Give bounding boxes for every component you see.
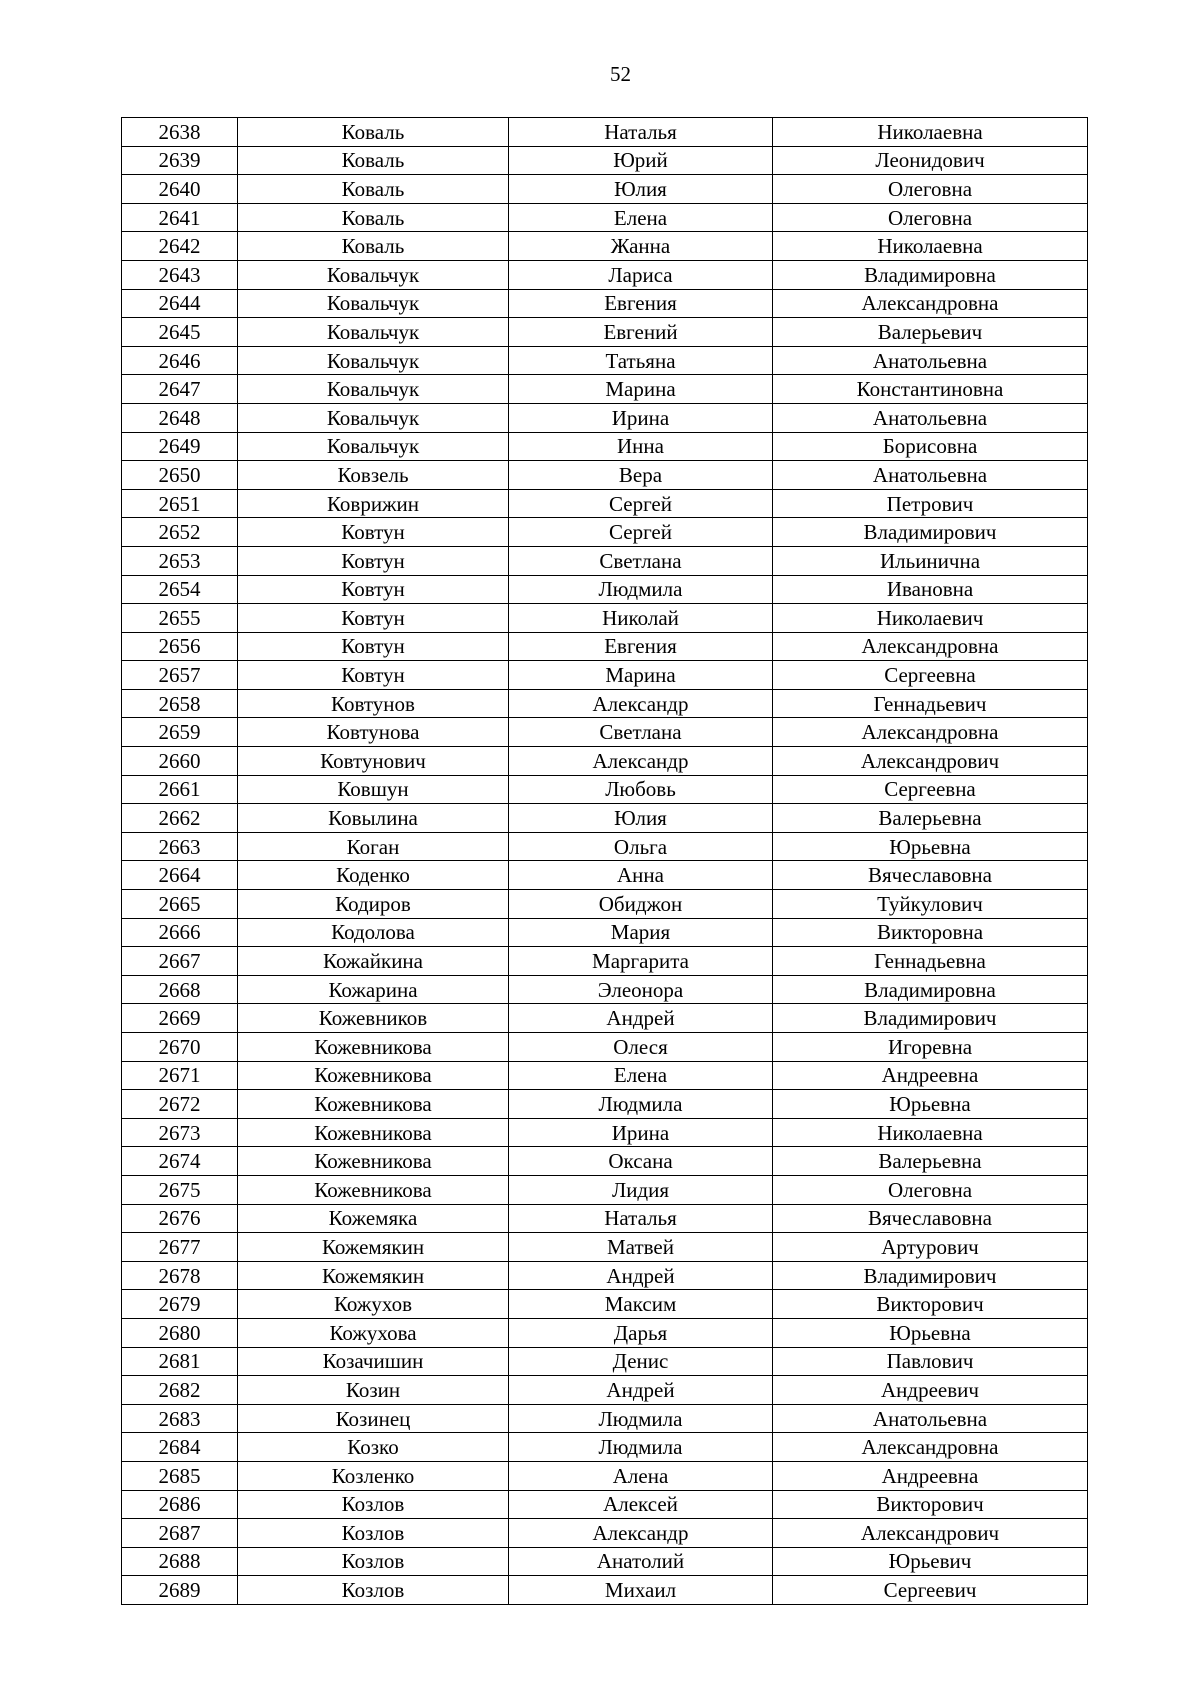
first-name-cell: Наталья [509,1204,773,1233]
patronymic-cell: Артурович [773,1233,1088,1262]
patronymic-cell: Викторович [773,1290,1088,1319]
row-number-cell: 2646 [122,346,238,375]
first-name-cell: Ирина [509,1118,773,1147]
row-number-cell: 2680 [122,1318,238,1347]
first-name-cell: Мария [509,918,773,947]
first-name-cell: Андрей [509,1004,773,1033]
first-name-cell: Вера [509,461,773,490]
last-name-cell: Кодолова [238,918,509,947]
patronymic-cell: Андреевна [773,1061,1088,1090]
last-name-cell: Ковылина [238,804,509,833]
table-row [122,1318,1088,1347]
patronymic-cell: Юрьевна [773,1090,1088,1119]
first-name-cell: Светлана [509,718,773,747]
first-name-cell: Людмила [509,1090,773,1119]
row-number-cell: 2653 [122,546,238,575]
patronymic-cell: Геннадьевич [773,689,1088,718]
first-name-cell: Елена [509,1061,773,1090]
patronymic-cell: Андреевна [773,1461,1088,1490]
table-row [122,661,1088,690]
last-name-cell: Коваль [238,118,509,147]
patronymic-cell: Николаевна [773,118,1088,147]
first-name-cell: Марина [509,661,773,690]
patronymic-cell: Леонидович [773,146,1088,175]
last-name-cell: Кожевникова [238,1090,509,1119]
last-name-cell: Коваль [238,232,509,261]
table-row [122,1404,1088,1433]
table-row [122,890,1088,919]
table-row [122,146,1088,175]
row-number-cell: 2687 [122,1519,238,1548]
last-name-cell: Кожемякин [238,1233,509,1262]
first-name-cell: Алексей [509,1490,773,1519]
first-name-cell: Олеся [509,1033,773,1062]
row-number-cell: 2684 [122,1433,238,1462]
row-number-cell: 2638 [122,118,238,147]
row-number-cell: 2674 [122,1147,238,1176]
last-name-cell: Ковальчук [238,432,509,461]
patronymic-cell: Александрович [773,1519,1088,1548]
last-name-cell: Ковтун [238,632,509,661]
last-name-cell: Кожухова [238,1318,509,1347]
last-name-cell: Ковальчук [238,318,509,347]
table-row [122,689,1088,718]
patronymic-cell: Андреевич [773,1376,1088,1405]
patronymic-cell: Олеговна [773,175,1088,204]
table-row [122,318,1088,347]
row-number-cell: 2659 [122,718,238,747]
row-number-cell: 2668 [122,975,238,1004]
last-name-cell: Коденко [238,861,509,890]
patronymic-cell: Александрович [773,747,1088,776]
table-row [122,747,1088,776]
first-name-cell: Алена [509,1461,773,1490]
last-name-cell: Кожевникова [238,1118,509,1147]
last-name-cell: Кожевникова [238,1147,509,1176]
row-number-cell: 2660 [122,747,238,776]
table-row [122,1261,1088,1290]
row-number-cell: 2681 [122,1347,238,1376]
row-number-cell: 2665 [122,890,238,919]
patronymic-cell: Николаевна [773,1118,1088,1147]
last-name-cell: Коваль [238,146,509,175]
first-name-cell: Юлия [509,175,773,204]
first-name-cell: Наталья [509,118,773,147]
first-name-cell: Лариса [509,260,773,289]
row-number-cell: 2640 [122,175,238,204]
table-row [122,775,1088,804]
patronymic-cell: Александровна [773,1433,1088,1462]
first-name-cell: Людмила [509,575,773,604]
patronymic-cell: Владимировна [773,975,1088,1004]
table-row [122,804,1088,833]
row-number-cell: 2643 [122,260,238,289]
registry-table-body [122,118,1088,1605]
row-number-cell: 2647 [122,375,238,404]
row-number-cell: 2651 [122,489,238,518]
patronymic-cell: Валерьевич [773,318,1088,347]
last-name-cell: Ковшун [238,775,509,804]
patronymic-cell: Сергеевна [773,775,1088,804]
first-name-cell: Денис [509,1347,773,1376]
first-name-cell: Лидия [509,1175,773,1204]
table-row [122,1490,1088,1519]
patronymic-cell: Ивановна [773,575,1088,604]
first-name-cell: Татьяна [509,346,773,375]
table-row [122,718,1088,747]
row-number-cell: 2676 [122,1204,238,1233]
first-name-cell: Светлана [509,546,773,575]
first-name-cell: Андрей [509,1376,773,1405]
last-name-cell: Ковтунова [238,718,509,747]
table-row [122,232,1088,261]
last-name-cell: Кожевникова [238,1175,509,1204]
last-name-cell: Ковтун [238,518,509,547]
last-name-cell: Ковтунов [238,689,509,718]
table-row [122,260,1088,289]
last-name-cell: Ковтун [238,546,509,575]
patronymic-cell: Александровна [773,632,1088,661]
row-number-cell: 2685 [122,1461,238,1490]
row-number-cell: 2675 [122,1175,238,1204]
row-number-cell: 2656 [122,632,238,661]
row-number-cell: 2689 [122,1576,238,1605]
table-row [122,604,1088,633]
first-name-cell: Максим [509,1290,773,1319]
patronymic-cell: Юрьевна [773,832,1088,861]
first-name-cell: Сергей [509,489,773,518]
table-row [122,861,1088,890]
first-name-cell: Евгения [509,632,773,661]
row-number-cell: 2670 [122,1033,238,1062]
patronymic-cell: Николаевич [773,604,1088,633]
first-name-cell: Матвей [509,1233,773,1262]
table-row [122,432,1088,461]
first-name-cell: Инна [509,432,773,461]
first-name-cell: Дарья [509,1318,773,1347]
patronymic-cell: Владимирович [773,518,1088,547]
first-name-cell: Людмила [509,1404,773,1433]
table-row [122,832,1088,861]
row-number-cell: 2645 [122,318,238,347]
last-name-cell: Козачишин [238,1347,509,1376]
last-name-cell: Коваль [238,175,509,204]
row-number-cell: 2641 [122,203,238,232]
table-row [122,1147,1088,1176]
table-row [122,1433,1088,1462]
last-name-cell: Козин [238,1376,509,1405]
first-name-cell: Александр [509,689,773,718]
patronymic-cell: Николаевна [773,232,1088,261]
patronymic-cell: Анатольевна [773,461,1088,490]
row-number-cell: 2679 [122,1290,238,1319]
patronymic-cell: Павлович [773,1347,1088,1376]
row-number-cell: 2650 [122,461,238,490]
row-number-cell: 2664 [122,861,238,890]
row-number-cell: 2669 [122,1004,238,1033]
first-name-cell: Елена [509,203,773,232]
table-row [122,1118,1088,1147]
row-number-cell: 2688 [122,1547,238,1576]
row-number-cell: 2663 [122,832,238,861]
first-name-cell: Евгений [509,318,773,347]
table-row [122,518,1088,547]
patronymic-cell: Борисовна [773,432,1088,461]
patronymic-cell: Петрович [773,489,1088,518]
last-name-cell: Кожевникова [238,1061,509,1090]
last-name-cell: Ковзель [238,461,509,490]
table-row [122,1175,1088,1204]
last-name-cell: Коваль [238,203,509,232]
row-number-cell: 2677 [122,1233,238,1262]
patronymic-cell: Сергеевна [773,661,1088,690]
patronymic-cell: Александровна [773,289,1088,318]
last-name-cell: Ковальчук [238,403,509,432]
patronymic-cell: Вячеславовна [773,861,1088,890]
last-name-cell: Козлов [238,1490,509,1519]
table-row [122,632,1088,661]
last-name-cell: Козлов [238,1519,509,1548]
last-name-cell: Кожайкина [238,947,509,976]
table-row [122,1376,1088,1405]
last-name-cell: Козлов [238,1576,509,1605]
table-row [122,1576,1088,1605]
first-name-cell: Ирина [509,403,773,432]
table-row [122,1519,1088,1548]
table-row [122,1547,1088,1576]
table-row [122,375,1088,404]
first-name-cell: Обиджон [509,890,773,919]
first-name-cell: Юлия [509,804,773,833]
last-name-cell: Ковтун [238,661,509,690]
row-number-cell: 2682 [122,1376,238,1405]
patronymic-cell: Александровна [773,718,1088,747]
row-number-cell: 2652 [122,518,238,547]
table-row [122,947,1088,976]
row-number-cell: 2672 [122,1090,238,1119]
table-row [122,1461,1088,1490]
row-number-cell: 2666 [122,918,238,947]
last-name-cell: Козленко [238,1461,509,1490]
last-name-cell: Ковальчук [238,260,509,289]
patronymic-cell: Олеговна [773,203,1088,232]
table-row [122,1061,1088,1090]
last-name-cell: Кожухов [238,1290,509,1319]
patronymic-cell: Анатольевна [773,346,1088,375]
last-name-cell: Кодиров [238,890,509,919]
patronymic-cell: Олеговна [773,1175,1088,1204]
row-number-cell: 2661 [122,775,238,804]
row-number-cell: 2683 [122,1404,238,1433]
patronymic-cell: Вячеславовна [773,1204,1088,1233]
first-name-cell: Александр [509,1519,773,1548]
last-name-cell: Козлов [238,1547,509,1576]
row-number-cell: 2639 [122,146,238,175]
last-name-cell: Козинец [238,1404,509,1433]
patronymic-cell: Валерьевна [773,1147,1088,1176]
last-name-cell: Кожевникова [238,1033,509,1062]
first-name-cell: Любовь [509,775,773,804]
first-name-cell: Александр [509,747,773,776]
patronymic-cell: Владимирович [773,1261,1088,1290]
first-name-cell: Маргарита [509,947,773,976]
table-row [122,1004,1088,1033]
table-row [122,203,1088,232]
patronymic-cell: Ильинична [773,546,1088,575]
patronymic-cell: Геннадьевна [773,947,1088,976]
first-name-cell: Анна [509,861,773,890]
row-number-cell: 2642 [122,232,238,261]
last-name-cell: Кожемякин [238,1261,509,1290]
patronymic-cell: Валерьевна [773,804,1088,833]
first-name-cell: Евгения [509,289,773,318]
row-number-cell: 2658 [122,689,238,718]
last-name-cell: Ковтунович [238,747,509,776]
last-name-cell: Коган [238,832,509,861]
row-number-cell: 2667 [122,947,238,976]
patronymic-cell: Юрьевич [773,1547,1088,1576]
patronymic-cell: Сергеевич [773,1576,1088,1605]
table-row [122,1204,1088,1233]
patronymic-cell: Викторовна [773,918,1088,947]
last-name-cell: Коврижин [238,489,509,518]
first-name-cell: Сергей [509,518,773,547]
table-row [122,1347,1088,1376]
row-number-cell: 2678 [122,1261,238,1290]
first-name-cell: Юрий [509,146,773,175]
table-row [122,403,1088,432]
row-number-cell: 2686 [122,1490,238,1519]
page-number: 52 [610,62,631,86]
last-name-cell: Кожевников [238,1004,509,1033]
patronymic-cell: Анатольевна [773,403,1088,432]
last-name-cell: Ковальчук [238,346,509,375]
table-row [122,461,1088,490]
row-number-cell: 2657 [122,661,238,690]
table-row [122,289,1088,318]
first-name-cell: Анатолий [509,1547,773,1576]
table-row [122,1290,1088,1319]
first-name-cell: Андрей [509,1261,773,1290]
patronymic-cell: Константиновна [773,375,1088,404]
table-row [122,546,1088,575]
row-number-cell: 2662 [122,804,238,833]
first-name-cell: Элеонора [509,975,773,1004]
row-number-cell: 2671 [122,1061,238,1090]
last-name-cell: Ковтун [238,604,509,633]
patronymic-cell: Владимирович [773,1004,1088,1033]
table-row [122,118,1088,147]
patronymic-cell: Владимировна [773,260,1088,289]
patronymic-cell: Юрьевна [773,1318,1088,1347]
row-number-cell: 2655 [122,604,238,633]
table-row [122,975,1088,1004]
table-row [122,575,1088,604]
first-name-cell: Оксана [509,1147,773,1176]
first-name-cell: Михаил [509,1576,773,1605]
table-row [122,918,1088,947]
patronymic-cell: Игоревна [773,1033,1088,1062]
first-name-cell: Ольга [509,832,773,861]
row-number-cell: 2649 [122,432,238,461]
table-row [122,346,1088,375]
row-number-cell: 2644 [122,289,238,318]
table-row [122,1233,1088,1262]
first-name-cell: Людмила [509,1433,773,1462]
table-row [122,1090,1088,1119]
table-row [122,175,1088,204]
row-number-cell: 2673 [122,1118,238,1147]
last-name-cell: Ковальчук [238,375,509,404]
patronymic-cell: Анатольевна [773,1404,1088,1433]
row-number-cell: 2648 [122,403,238,432]
last-name-cell: Ковальчук [238,289,509,318]
first-name-cell: Николай [509,604,773,633]
registry-table [121,117,1088,1605]
last-name-cell: Кожарина [238,975,509,1004]
last-name-cell: Кожемяка [238,1204,509,1233]
first-name-cell: Жанна [509,232,773,261]
last-name-cell: Козко [238,1433,509,1462]
first-name-cell: Марина [509,375,773,404]
patronymic-cell: Викторович [773,1490,1088,1519]
table-row [122,1033,1088,1062]
last-name-cell: Ковтун [238,575,509,604]
patronymic-cell: Туйкулович [773,890,1088,919]
row-number-cell: 2654 [122,575,238,604]
table-row [122,489,1088,518]
